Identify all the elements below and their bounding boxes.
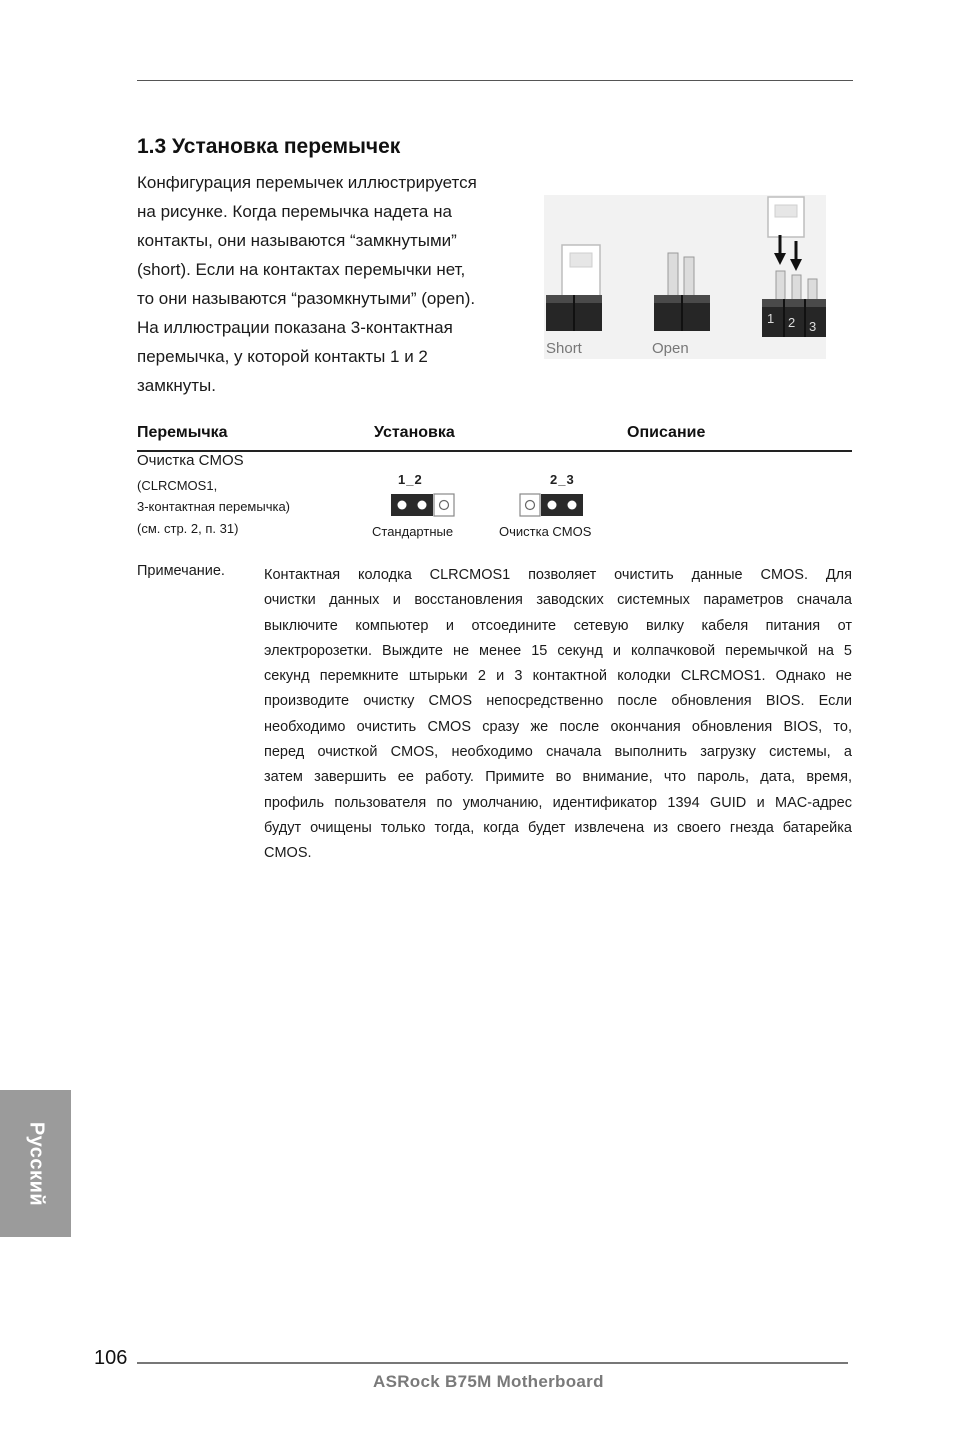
intro-line: на рисунке. Когда перемычка надета на	[137, 202, 452, 221]
note-line: CMOS.	[264, 845, 312, 862]
intro-line: перемычка, у которой контакты 1 и 2	[137, 347, 428, 366]
intro-line: (short). Если на контактах перемычки нет,	[137, 260, 466, 279]
jumper-detail: (CLRCMOS1,	[137, 478, 218, 493]
note-line: электророзетки. Выждите не менее 15 секунд и колпачковой перемычкой на 5	[264, 642, 852, 659]
note-line: Контактная колодка CLRCMOS1 позволяет очистить данные CMOS. Для	[264, 567, 852, 583]
pin-1-label: 1	[767, 311, 775, 326]
note-line: секунд перемкните штырьки 2 и 3 контактной колодки CLRCMOS1. Однако не	[264, 668, 852, 685]
table-header-rule	[137, 450, 852, 452]
table-header-jumper: Перемычка	[137, 424, 228, 441]
language-side-tab-label: Русский	[25, 1121, 47, 1206]
note-label: Примечание.	[137, 563, 225, 579]
note-line: выключите компьютер и отсоедините сетевую вилку кабеля питания от	[264, 617, 852, 634]
jumper-setting-caption: Стандартные	[372, 524, 454, 539]
note-line: производите очистку CMOS непосредственно после обновления BIOS. Если	[264, 693, 852, 710]
intro-line: контакты, они называются “замкнутыми”	[137, 231, 457, 250]
table-header-description: Описание	[627, 424, 706, 441]
note-line: профиль пользователя по умолчанию, идентификатор 1394 GUID и MAC-адрес	[264, 794, 852, 811]
section-title: 1.3 Установка перемычек	[137, 135, 401, 158]
top-rule	[137, 80, 853, 81]
jumper-diagram-2-3	[519, 493, 585, 517]
note-line: затем завершить ее работу. Примите во внимание, что пароль, дата, время,	[264, 769, 852, 786]
footer-title: ASRock B75M Motherboard	[373, 1372, 604, 1391]
pin-3-label: 3	[809, 319, 817, 334]
jumper-setting-pins: 1_2	[398, 472, 423, 487]
intro-paragraph	[137, 168, 537, 400]
jumper-illustration	[544, 195, 826, 359]
intro-line: то они называются “разомкнутыми” (open).	[137, 289, 476, 308]
short-label: Short	[546, 340, 582, 357]
intro-line: На иллюстрации показана 3-контактная	[137, 318, 453, 337]
note-line: необходимо очистить CMOS сразу же после окончания обновления BIOS, то,	[264, 718, 852, 735]
footer-rule	[137, 1362, 848, 1364]
pin-2-label: 2	[788, 315, 796, 330]
jumper-setting-pins: 2_3	[550, 472, 575, 487]
jumper-name: Очистка CMOS	[137, 452, 244, 469]
note-line: очистки данных и восстановления заводских системных параметров сначала	[264, 592, 852, 609]
note-body	[264, 563, 852, 867]
jumper-detail: 3-контактная перемычка)	[137, 499, 291, 514]
note-line: будут очищены только тогда, когда будет извлечена из своего гнезда батарейка	[264, 819, 852, 836]
intro-line: замкнуты.	[137, 376, 216, 395]
language-side-tab	[0, 1090, 71, 1237]
table-header-setting: Установка	[374, 424, 455, 441]
page-number: 106	[94, 1347, 128, 1369]
jumper-diagram-1-2	[390, 493, 456, 517]
jumper-setting-caption: Очистка CMOS	[499, 524, 592, 539]
open-label: Open	[652, 340, 689, 357]
jumper-detail: (см. стр. 2, п. 31)	[137, 521, 239, 536]
note-line: перед очисткой CMOS, необходимо сначала выполнить загрузку системы, а	[264, 744, 852, 761]
intro-line: Конфигурация перемычек иллюстрируется	[137, 173, 477, 192]
